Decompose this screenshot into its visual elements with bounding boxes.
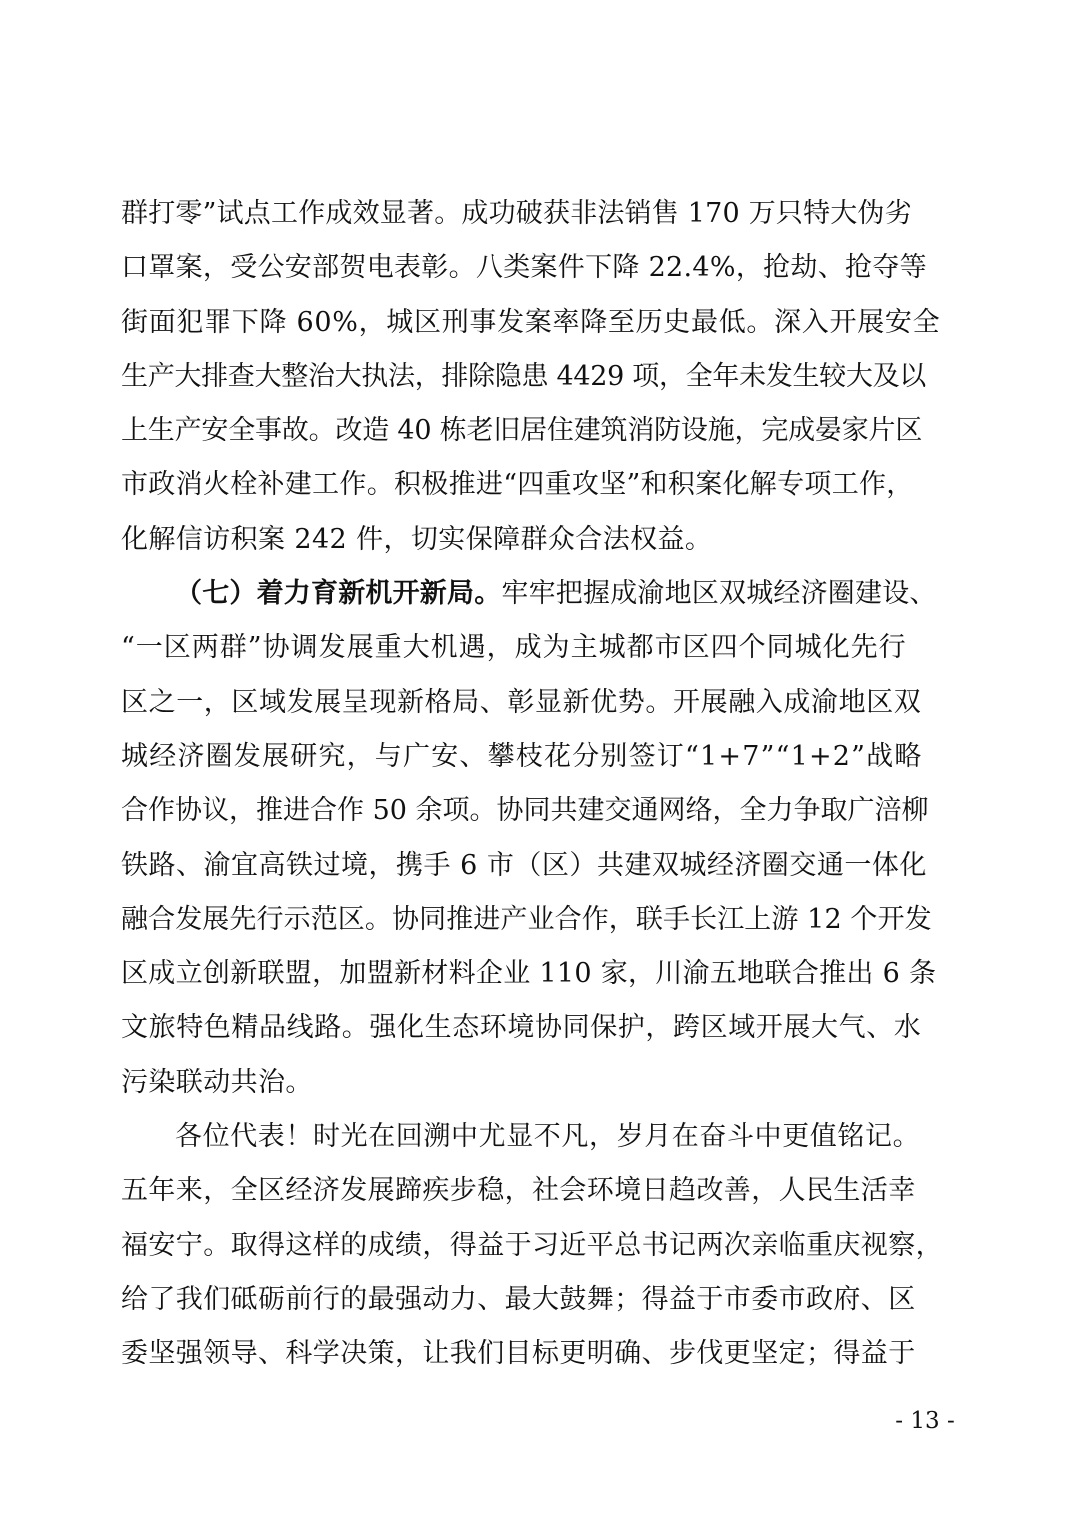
text-line xyxy=(121,1056,963,1110)
text-line xyxy=(121,1110,963,1164)
text-line xyxy=(121,241,963,295)
text-line xyxy=(121,1327,963,1381)
line-text: 化解信访积案 242 件，切实保障群众合法权益。 xyxy=(121,523,713,555)
line-text: 上生产安全事故。改造 40 栋老旧居住建筑消防设施，完成晏家片区 xyxy=(121,415,923,447)
line-text: 给了我们砥砺前行的最强动力、最大鼓舞；得益于市委市政府、区 xyxy=(121,1283,916,1315)
line-text: 市政消火栓补建工作。积极推进“四重攻坚”和积案化解专项工作， xyxy=(121,469,914,501)
line-text: 口罩案，受公安部贺电表彰。八类案件下降 22.4%，抢劫、抢夺等 xyxy=(121,252,927,284)
line-text: 生产大排查大整治大执法，排除隐患 4429 项，全年未发生较大及以 xyxy=(121,360,926,392)
line-text: 铁路、渝宜高铁过境，携手 6 市（区）共建双城经济圈交通一体化 xyxy=(121,849,927,881)
line-text: 牢牢把握成渝地区双城经济圈建设、 xyxy=(501,578,937,610)
text-line xyxy=(121,1001,963,1055)
line-text: 五年来，全区经济发展蹄疾步稳，社会环境日趋改善，人民生活幸 xyxy=(121,1175,916,1207)
text-line xyxy=(121,187,963,241)
line-text: 区之一，区域发展呈现新格局、彰显新优势。开展融入成渝地区双 xyxy=(121,686,922,718)
line-text: 委坚强领导、科学决策，让我们目标更明确、步伐更坚定；得益于 xyxy=(121,1338,916,1370)
line-text: 城经济圈发展研究，与广安、攀枝花分别签订“1+7”“1+2”战略 xyxy=(121,740,923,772)
line-text: 街面犯罪下降 60%，城区刑事发案率降至历史最低。深入开展安全 xyxy=(121,306,941,338)
text-line xyxy=(121,730,963,784)
line-text: 污染联动共治。 xyxy=(121,1066,313,1098)
text-line xyxy=(121,404,963,458)
line-text: 区成立创新联盟，加盟新材料企业 110 家，川渝五地联合推出 6 条 xyxy=(121,958,937,990)
text-line xyxy=(121,893,963,947)
line-text: 群打零”试点工作成效显著。成功破获非法销售 170 万只特大伪劣 xyxy=(121,198,912,229)
line-text: 文旅特色精品线路。强化生态环境协同保护，跨区域开展大气、水 xyxy=(121,1012,922,1044)
text-line xyxy=(121,350,963,404)
text-line xyxy=(121,947,963,1001)
text-line xyxy=(121,784,963,838)
text-line xyxy=(121,1219,963,1273)
text-line xyxy=(121,296,963,350)
body-text xyxy=(121,187,963,1382)
text-line xyxy=(121,839,963,893)
line-text: “一区两群”协调发展重大机遇，成为主城都市区四个同城化先行 xyxy=(121,632,907,664)
text-line xyxy=(121,513,963,567)
text-line xyxy=(121,458,963,512)
text-line xyxy=(121,621,963,675)
section-heading: （七）着力育新机开新局。 xyxy=(175,578,502,610)
text-line xyxy=(121,676,963,730)
text-line xyxy=(121,1164,963,1218)
line-text: 福安宁。取得这样的成绩，得益于习近平总书记两次亲临重庆视察， xyxy=(121,1229,943,1261)
line-text: 合作协议，推进合作 50 余项。协同共建交通网络，全力争取广涪柳 xyxy=(121,795,929,827)
line-text: 融合发展先行示范区。协同推进产业合作，联手长江上游 12 个开发 xyxy=(121,903,932,935)
text-line xyxy=(121,1273,963,1327)
line-text: 各位代表！时光在回溯中尤显不凡，岁月在奋斗中更值铭记。 xyxy=(175,1121,921,1153)
page-number: - 13 - xyxy=(895,1408,955,1434)
text-line xyxy=(121,567,963,621)
